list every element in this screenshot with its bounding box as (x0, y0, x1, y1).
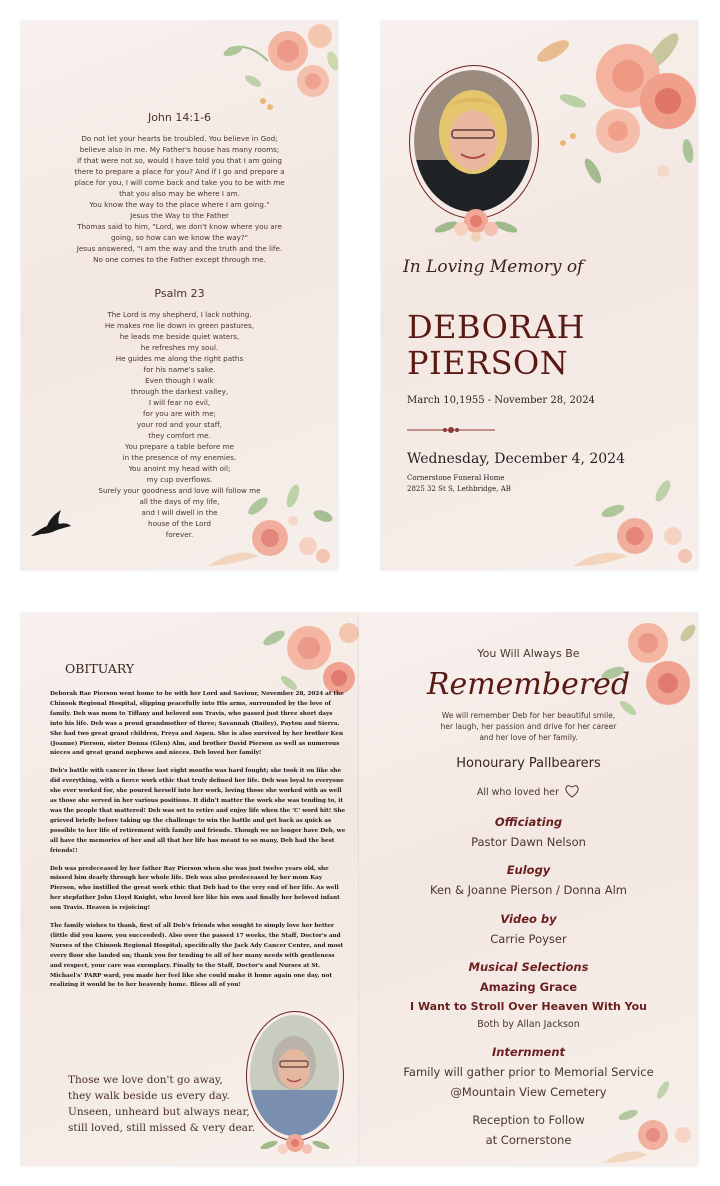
verse-line: my cup overflows. (146, 475, 213, 484)
verse-line: he refreshes my soul. (140, 343, 219, 352)
service-order-page (359, 613, 698, 1166)
floral-corner-bottom-right-icon (603, 1075, 698, 1165)
verse-line: your rod and your staff, (137, 420, 222, 429)
verse-line: and I will dwell in the (141, 508, 218, 517)
verse-line: Jesus the Way to the Father (130, 211, 229, 220)
reception-line-2: at Cornerstone (485, 1133, 572, 1147)
verse-line: forever. (165, 530, 194, 539)
obituary-heading: OBITUARY (65, 661, 135, 676)
in-loving-memory: In Loving Memory of (403, 257, 584, 277)
verse-line: Jesus answered, "I am the way and the truth and the life. (76, 244, 283, 253)
verse-line: He makes me lie down in green pastures, (104, 321, 255, 330)
obituary-paragraph: Deborah Rae Pierson went home to be with her Lord and Saviour, November 28, 2024 at the Chinook Regional Hospital, slipping peacefully into His arms, surrounded by the love of family. Deb was mom to Tiffany and beloved son Travis, who passed just three short days into his life. Deb was a proud grandmother of three; Savannah (Bailey), Payton and Sierra. She had two great grand children, Freya and Aspen. She is also survived by her brother Ken (Joanne) Pierson, sister Donna (Glen) Alm, and brother David Pierson as well as numerous nieces and great grand nephews and nieces. Deb loved her family! (50, 691, 344, 757)
life-dates: March 10,1955 - November 28, 2024 (407, 395, 595, 406)
verse-line: if that were not so, would I have told you that I am going (77, 156, 282, 165)
obituary-paragraph: The family wishes to thank, first of all Deb's friends who sought to simply love her better (little did you know, you succeeded). Also over the passed 17 weeks, the Staff, Doctor's and Nurses of the Chinook Regional Hospital; specifically the Jack Ady Cancer Centre, and most every floor she landed on; thank you for tending to all of her many needs with gentleness and respect, your care was exemplary. Finally to the Staff, Doctor's and Nurses at St. Michael's' PARP ward, you made her feel like she could make it home again one day, not realizing it would be to her heavenly home. Bless all of you! (50, 923, 344, 989)
floral-corner-top-right-icon (208, 21, 338, 116)
text-line: and her love of her family. (479, 733, 578, 742)
verse-line: there to prepare a place for you? And if I go and prepare a (74, 167, 285, 176)
portrait-photo (250, 1015, 339, 1136)
verse-line: he leads me beside quiet waters, (119, 332, 240, 341)
floral-bouquet-icon (431, 199, 521, 249)
venue-address: 2825 32 St S, Lethbridge, AB (407, 485, 511, 493)
officiating-name: Pastor Dawn Nelson (471, 835, 586, 849)
verse-line: place for you, I will come back and take you to be with me (74, 178, 285, 187)
song-amazing-grace: Amazing Grace (479, 980, 578, 994)
verse-line: going, so how can we know the way?" (111, 233, 248, 242)
verse-line: that you also may be where I am. (119, 189, 240, 198)
verse-line: they comfort me. (148, 431, 211, 440)
deceased-name (407, 309, 585, 381)
portrait-frame (409, 65, 539, 219)
pallbearers-title: Honourary Pallbearers (456, 756, 601, 771)
pallbearers-text: All who loved her (476, 787, 560, 798)
video-title: Video by (500, 912, 557, 926)
text-line: We will remember Deb for her beautiful smile, (441, 711, 616, 720)
verse-line: You anoint my head with oil; (128, 464, 231, 473)
verse-line: I will fear no evil, (148, 398, 211, 407)
floral-corner-top-right-icon (513, 21, 698, 221)
memorial-poem (68, 1072, 255, 1136)
remembered-script: Remembered (426, 667, 631, 702)
verse-line: The Lord is my shepherd, I lack nothing. (107, 310, 252, 319)
verse-line: believe also in me. My Father's house has many rooms; (79, 145, 280, 154)
verse-line: in the presence of my enemies. (122, 453, 237, 462)
dove-icon (27, 506, 73, 542)
verse-line: Thomas said to him, "Lord, we don't know where you are (77, 222, 282, 231)
service-date: Wednesday, December 4, 2024 (407, 451, 625, 467)
eulogy-title: Eulogy (506, 863, 551, 877)
musical-title: Musical Selections (468, 960, 589, 974)
video-name: Carrie Poyser (490, 932, 567, 946)
verse-line: house of the Lord (148, 519, 211, 528)
reception-line-1: Reception to Follow (472, 1113, 585, 1127)
cover-page (381, 21, 698, 570)
interment-title: Internment (491, 1045, 566, 1059)
text-line: her laugh, her passion and drive for her career (440, 722, 617, 731)
verse-line: through the darkest valley, (130, 387, 229, 396)
obituary-paragraph: Deb's battle with cancer in these last eight months was hard fought; she took it on like she did everything, with a fierce work ethic that truly defined her life. Deb was loyal to everyone she ever worked for, she poured herself into her work, loving those she worked with as well as those she served in her various positions. It didn't matter the work she was tending to, it was the people that mattered! Deb was set to retire and enjoy life when the 'C' word hit! She grieved briefly before taking up the challenge to win the battle and get back as quick as possible to her life of retirement with family and friends. Though we no longer have Deb, we all have the memories of her and all that her life has meant to so many, Deb had the best friends!! (50, 768, 346, 854)
poem-line: they walk beside us every day. (68, 1090, 230, 1102)
psalm-title: Psalm 23 (154, 287, 205, 300)
scripture-page (21, 21, 338, 570)
verse-line: You prepare a table before me (125, 442, 234, 451)
verse-line: Do not let your hearts be troubled. You believe in God; (81, 134, 278, 143)
portrait-photo (414, 70, 532, 212)
song-stroll-over-heaven: I Want to Stroll Over Heaven With You (410, 1000, 647, 1013)
verse-line: for his name's sake. (143, 365, 216, 374)
venue-name: Cornerstone Funeral Home (407, 474, 505, 482)
poem-line: still loved, still missed & very dear. (68, 1122, 256, 1134)
verse-line: You know the way to the place where I am going." (89, 200, 270, 209)
eulogy-names: Ken & Joanne Pierson / Donna Alm (429, 883, 627, 897)
verse-line: He guides me along the right paths (115, 354, 244, 363)
floral-bouquet-icon (259, 1125, 331, 1165)
portrait-frame (246, 1011, 344, 1141)
obituary-page (21, 613, 359, 1166)
verse-line: No one comes to the Father except through me. (93, 255, 266, 264)
obituary-text (50, 690, 346, 999)
verse-line: Surely your goodness and love will follow me (98, 486, 261, 495)
poem-line: Unseen, unheard but always near, (68, 1106, 250, 1118)
you-will-always-be: You Will Always Be (477, 647, 580, 660)
floral-corner-bottom-right-icon (198, 476, 338, 570)
interment-line-2: @Mountain View Cemetery (450, 1085, 607, 1099)
interment-line-1: Family will gather prior to Memorial Service (403, 1065, 654, 1079)
verse-line: for you are with me; (143, 409, 216, 418)
obituary-paragraph: Deb was predeceased by her father Ray Pierson when she was just twelve years old, she missed him dearly through her whole life. Deb was also predeceased by her mom Kay Pierson, who instilled the great work ethic that Deb had to the very end of her life. As well her stepfather John Lloyd Knight, who loved her like his own and finally her beloved infant son Travis. Heaven is rejoicing! (50, 865, 340, 912)
songs-artist: Both by Allan Jackson (477, 1019, 580, 1030)
verse-line: all the days of my life, (139, 497, 220, 506)
first-name: DEBORAH (407, 308, 585, 346)
officiating-title: Officiating (494, 815, 563, 829)
john-verse (31, 133, 328, 265)
remember-text (359, 710, 698, 743)
heart-icon (564, 783, 580, 799)
john-title: John 14:1-6 (147, 111, 212, 124)
verse-line: Even though I walk (145, 376, 214, 385)
pallbearers-row (359, 780, 698, 799)
last-name: PIERSON (407, 344, 569, 382)
divider-ornament-icon (407, 425, 495, 435)
poem-line: Those we love don't go away, (68, 1074, 223, 1086)
floral-corner-bottom-right-icon (573, 471, 698, 570)
